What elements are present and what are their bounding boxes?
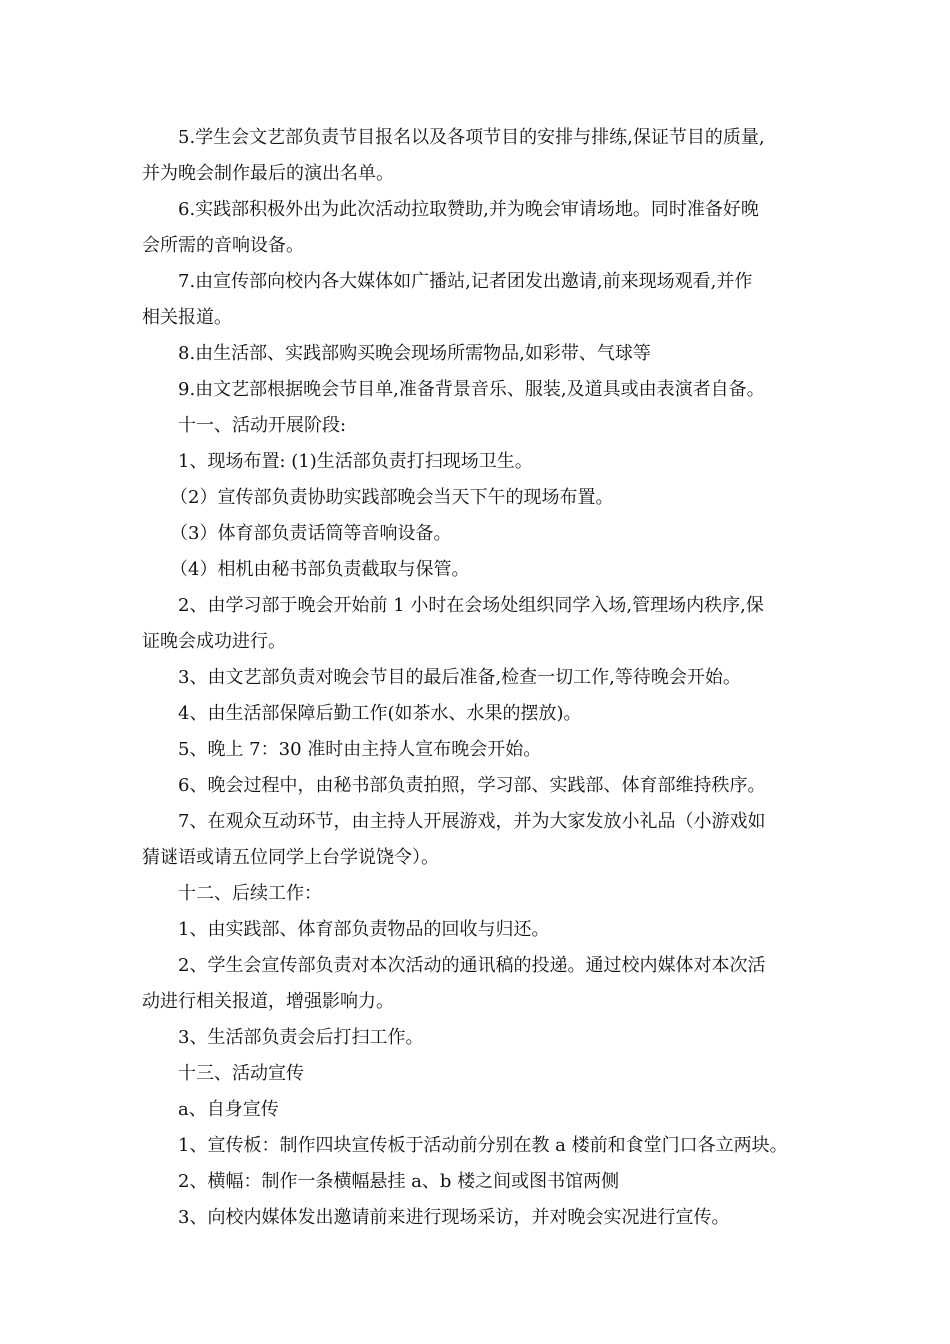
paragraph-line: 4、由生活部保障后勤工作(如茶水、水果的摆放)。 [178,703,582,724]
paragraph-line: 1、由实践部、体育部负责物品的回收与归还。 [178,919,550,940]
paragraph-line: 5、晚上 7：30 准时由主持人宣布晚会开始。 [178,739,542,760]
paragraph-line: 8.由生活部、实践部购买晚会现场所需物品,如彩带、气球等 [178,343,651,364]
section-heading: 十三、活动宣传 [178,1063,304,1084]
paragraph-line: 1、现场布置: (1)生活部负责打扫现场卫生。 [178,451,533,472]
paragraph-line: 5.学生会文艺部负责节目报名以及各项节目的安排与排练,保证节目的质量, [178,127,765,148]
paragraph-line: （3）体育部负责话筒等音响设备。 [170,523,452,544]
document-body [142,120,822,1236]
paragraph-line: 2、学生会宣传部负责对本次活动的通讯稿的投递。通过校内媒体对本次活 [178,955,766,976]
paragraph-line: 7、在观众互动环节，由主持人开展游戏，并为大家发放小礼品（小游戏如 [178,811,766,832]
paragraph-line: 动进行相关报道，增强影响力。 [142,991,394,1012]
paragraph-line: 1、宣传板：制作四块宣传板于活动前分别在教 a 楼前和食堂门口各立两块。 [178,1135,788,1156]
paragraph-line: 并为晚会制作最后的演出名单。 [142,163,394,184]
paragraph-line: 3、由文艺部负责对晚会节目的最后准备,检查一切工作,等待晚会开始。 [178,667,741,688]
paragraph-line: 6、晚会过程中，由秘书部负责拍照，学习部、实践部、体育部维持秩序。 [178,775,766,796]
subsection-heading: a、自身宣传 [178,1099,279,1120]
paragraph-line: 3、向校内媒体发出邀请前来进行现场采访，并对晚会实况进行宣传。 [178,1207,730,1228]
paragraph-line: 会所需的音响设备。 [142,235,304,256]
paragraph-line: （2）宣传部负责协助实践部晚会当天下午的现场布置。 [170,487,614,508]
paragraph-line: 7.由宣传部向校内各大媒体如广播站,记者团发出邀请,前来现场观看,并作 [178,271,753,292]
paragraph-line: 猜谜语或请五位同学上台学说饶令）。 [142,847,439,868]
paragraph-line: 2、由学习部于晚会开始前 1 小时在会场处组织同学入场,管理场内秩序,保 [178,595,764,616]
paragraph-line: 证晚会成功进行。 [142,631,286,652]
paragraph-line: 9.由文艺部根据晚会节目单,准备背景音乐、服装,及道具或由表演者自备。 [178,379,765,400]
paragraph-line: 相关报道。 [142,307,232,328]
paragraph-line: 6.实践部积极外出为此次活动拉取赞助,并为晚会审请场地。同时准备好晚 [178,199,759,220]
paragraph-line: 3、生活部负责会后打扫工作。 [178,1027,424,1048]
section-heading: 十二、后续工作： [178,883,322,904]
paragraph-line: 2、横幅：制作一条横幅悬挂 a、b 楼之间或图书馆两侧 [178,1171,620,1192]
paragraph-line: （4）相机由秘书部负责截取与保管。 [170,559,470,580]
section-heading: 十一、活动开展阶段: [178,415,347,436]
